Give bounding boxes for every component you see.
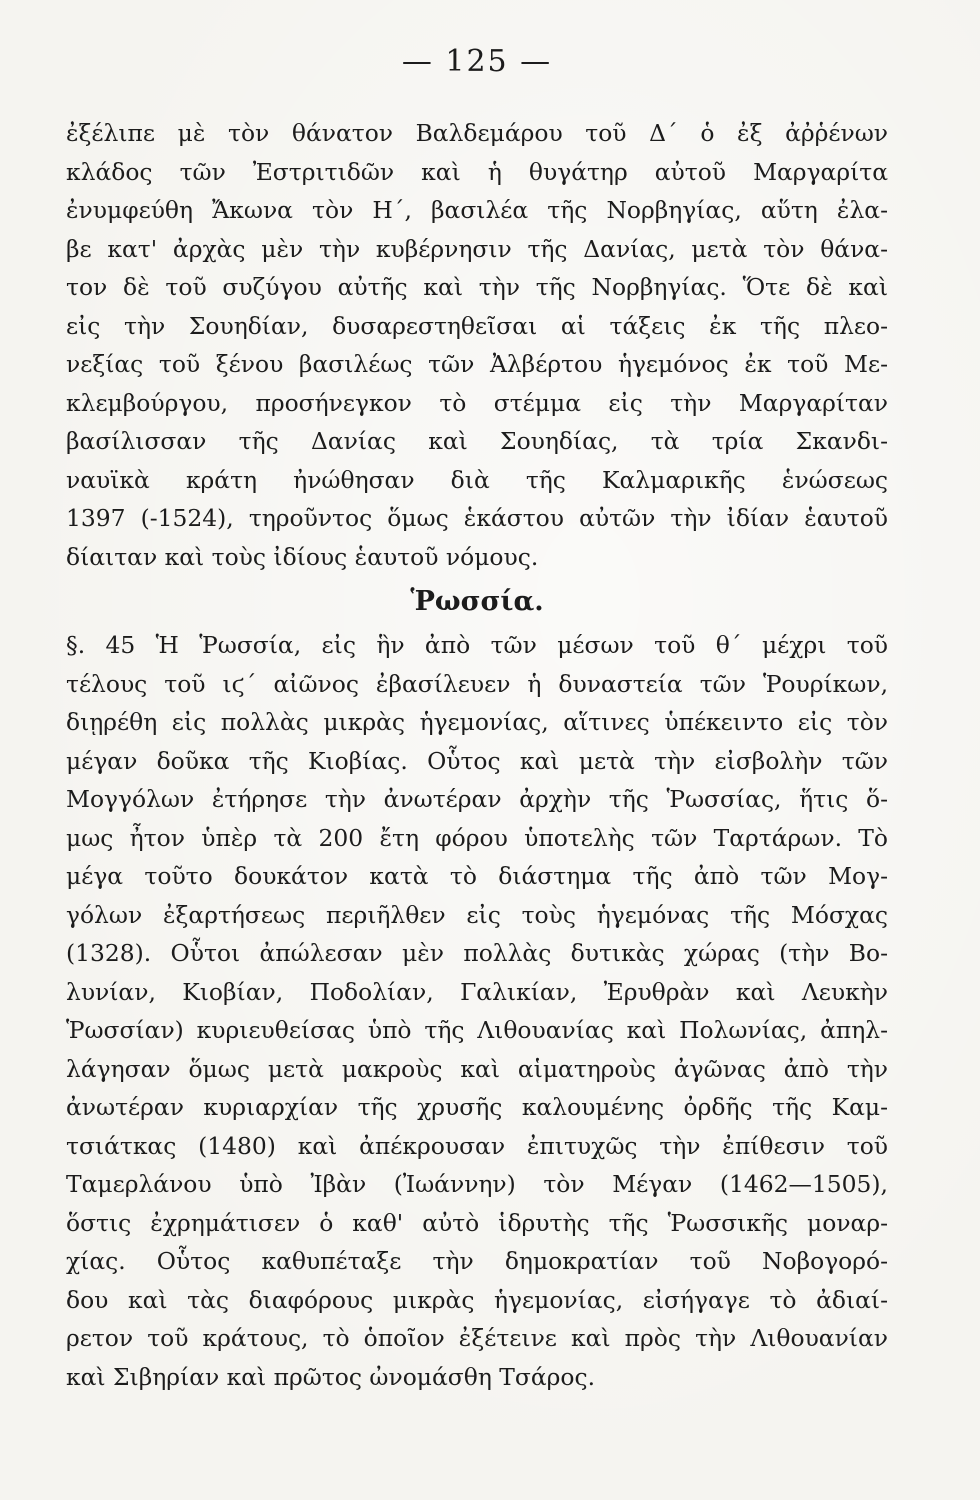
text-line: ὅστις ἐχρημάτισεν ὁ καθ' αὐτὸ ἱδρυτὴς τῆς Ῥωσσικῆς μοναρ-	[66, 1208, 888, 1237]
text-line: (1328). Οὗτοι ἀπώλεσαν μὲν πολλὰς δυτικὰς χώρας (τὴν Βο-	[66, 939, 888, 967]
text-line: δίαιταν καὶ τοὺς ἰδίους ἑαυτοῦ νόμους.	[66, 542, 539, 571]
text-line: ἐνυμφεύθη Ἄκωνα τὸν Η΄, βασιλέα τῆς Νορβηγίας, αὕτη ἐλα-	[66, 196, 888, 224]
text-line: ρετον τοῦ κράτους, τὸ ὁποῖον ἐξέτεινε καὶ πρὸς τὴν Λιθουανίαν	[66, 1324, 888, 1352]
text-line: εἰς τὴν Σουηδίαν, δυσαρεστηθεῖσαι αἱ τάξεις ἐκ τῆς πλεο-	[66, 311, 888, 340]
paragraph-scandinavia	[66, 114, 888, 576]
text-line: 1397 (-1524), τηροῦντος ὅμως ἑκάστου αὐτῶν τὴν ἰδίαν ἑαυτοῦ	[66, 504, 888, 532]
text-line: λάγησαν ὅμως μετὰ μακροὺς καὶ αἱματηροὺς ἀγῶνας ἀπὸ τὴν	[66, 1054, 888, 1083]
text-line: τσιάτκας (1480) καὶ ἀπέκρουσαν ἐπιτυχῶς τὴν ἐπίθεσιν τοῦ	[66, 1131, 888, 1160]
text-line: μως ἦτον ὑπὲρ τὰ 200 ἔτη φόρου ὑποτελὴς τῶν Ταρτάρων. Τὸ	[66, 823, 888, 852]
text-line: §. 45 Ἡ Ῥωσσία, εἰς ἣν ἀπὸ τῶν μέσων τοῦ θ΄ μέχρι τοῦ	[66, 631, 888, 659]
text-line: καὶ Σιβηρίαν καὶ πρῶτος ὠνομάσθη Τσάρος.	[66, 1362, 596, 1391]
text-line: βασίλισσαν τῆς Δανίας καὶ Σουηδίας, τὰ τρία Σκανδι-	[66, 427, 888, 455]
text-line: διῃρέθη εἰς πολλὰς μικρὰς ἡγεμονίας, αἵτινες ὑπέκειντο εἰς τὸν	[66, 708, 888, 736]
text-line: μέγαν δοῦκα τῆς Κιοβίας. Οὗτος καὶ μετὰ τὴν εἰσβολὴν τῶν	[66, 746, 888, 775]
text-line: χίας. Οὗτος καθυπέταξε τὴν δημοκρατίαν τοῦ Νοβογορό-	[66, 1247, 888, 1275]
text-line: ἐξέλιπε μὲ τὸν θάνατον Βαλδεμάρου τοῦ Δ΄ ὁ ἐξ ἀῤῥένων	[66, 119, 888, 147]
text-line: κλάδος τῶν Ἐστριτιδῶν καὶ ἡ θυγάτηρ αὐτοῦ Μαργαρίτα	[66, 157, 888, 186]
text-line: λυνίαν, Κιοβίαν, Ποδολίαν, Γαλικίαν, Ἐρυθρὰν καὶ Λευκὴν	[66, 977, 888, 1006]
text-line: νεξίας τοῦ ξένου βασιλέως τῶν Ἀλβέρτου ἡγεμόνος ἐκ τοῦ Με-	[66, 350, 888, 378]
text-line: ναυϊκὰ κράτη ἠνώθησαν διὰ τῆς Καλμαρικῆς ἑνώσεως	[66, 465, 888, 494]
text-line: μέγα τοῦτο δουκάτον κατὰ τὸ διάστημα τῆς ἀπὸ τῶν Μογ-	[66, 862, 888, 890]
text-line: δου καὶ τὰς διαφόρους μικρὰς ἡγεμονίας, εἰσήγαγε τὸ ἀδιαί-	[66, 1285, 888, 1314]
text-line: τον δὲ τοῦ συζύγου αὐτῆς καὶ τὴν τῆς Νορβηγίας. Ὅτε δὲ καὶ	[66, 273, 888, 301]
paragraph-russia	[66, 626, 888, 1396]
text-line: κλεμβούργου, προσήνεγκον τὸ στέμμα εἰς τὴν Μαργαρίταν	[66, 388, 888, 417]
text-line: τέλους τοῦ ιϛ΄ αἰῶνος ἐβασίλευεν ἡ δυναστεία τῶν Ῥουρίκων,	[66, 669, 888, 698]
text-line: ἀνωτέραν κυριαρχίαν τῆς χρυσῆς καλουμένης ὀρδῆς τῆς Καμ-	[66, 1093, 888, 1121]
text-line: Ταμερλάνου ὑπὸ Ἰβὰν (Ἰωάννην) τὸν Μέγαν (1462—1505),	[66, 1170, 888, 1198]
text-line: Ῥωσσίαν) κυριευθείσας ὑπὸ τῆς Λιθουανίας καὶ Πολωνίας, ἀπηλ-	[66, 1016, 888, 1044]
section-heading: Ῥωσσία.	[410, 586, 544, 617]
text-line: βε κατ' ἀρχὰς μὲν τὴν κυβέρνησιν τῆς Δανίας, μετὰ τὸν θάνα-	[66, 234, 888, 263]
page-number: — 125 —	[401, 44, 553, 79]
text-line: γόλων ἐξαρτήσεως περιῆλθεν εἰς τοὺς ἡγεμόνας τῆς Μόσχας	[66, 900, 888, 929]
text-line: Μογγόλων ἐτήρησε τὴν ἀνωτέραν ἀρχὴν τῆς Ῥωσσίας, ἥτις ὅ-	[66, 785, 888, 813]
